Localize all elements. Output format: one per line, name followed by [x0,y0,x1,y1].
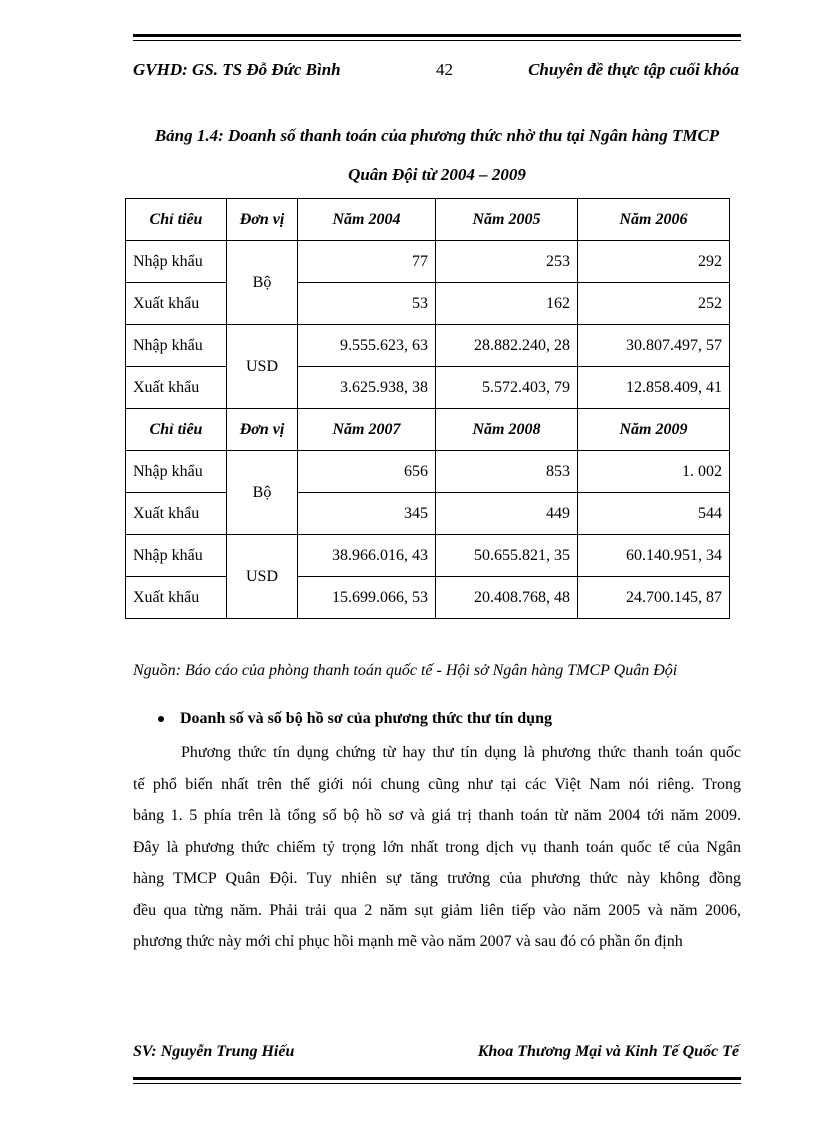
footer-rule-thin [133,1083,741,1084]
paragraph-line: hàng TMCP Quân Đội. Tuy nhiên sự tăng trưởng của phương thức này không đồng [133,870,741,887]
footer-student: SV: Nguyễn Trung Hiếu [133,1043,295,1060]
unit-cell: Bộ [227,451,298,535]
table-row [126,283,730,325]
row-label: Xuất khẩu [126,367,227,409]
source-note: Nguồn: Báo cáo của phòng thanh toán quốc tế - Hội sở Ngân hàng TMCP Quân Đội [133,662,678,679]
value-cell: 162 [436,283,578,325]
value-cell: 253 [436,241,578,283]
footer-rule-thick [133,1077,741,1080]
paragraph-line: Phương thức tín dụng chứng từ hay thư tín dụng là phương thức thanh toán quốc [181,744,741,761]
value-cell: 345 [298,493,436,535]
header-cell: Năm 2005 [436,199,578,241]
value-cell: 28.882.240, 28 [436,325,578,367]
header-cell: Năm 2008 [436,409,578,451]
header-cell: Năm 2009 [578,409,730,451]
value-cell: 53 [298,283,436,325]
table-header-row [126,409,730,451]
value-cell: 15.699.066, 53 [298,577,436,619]
value-cell: 544 [578,493,730,535]
row-label: Xuất khẩu [126,577,227,619]
unit-cell: USD [227,535,298,619]
value-cell: 50.655.821, 35 [436,535,578,577]
value-cell: 1. 002 [578,451,730,493]
header-supervisor: GVHD: GS. TS Đỗ Đức Bình [133,60,341,79]
section-heading-text: Doanh số và số bộ hồ sơ của phương thức thư tín dụng [180,710,552,727]
table-row [126,241,730,283]
paragraph-line: Đây là phương thức chiếm tỷ trọng lớn nhất trong dịch vụ thanh toán quốc tế của Ngân [133,838,741,856]
value-cell: 24.700.145, 87 [578,577,730,619]
value-cell: 30.807.497, 57 [578,325,730,367]
paragraph-line: đều qua từng năm. Phải trải qua 2 năm sụt giảm liên tiếp vào năm 2005 và năm 2006, [133,901,741,919]
unit-cell: USD [227,325,298,409]
value-cell: 5.572.403, 79 [436,367,578,409]
paragraph-line: tế phổ biến nhất trên thế giới nói chung cũng như tại các Việt Nam nói riêng. Trong [133,775,741,793]
page-number: 42 [436,60,453,79]
row-label: Nhập khẩu [126,241,227,283]
value-cell: 449 [436,493,578,535]
row-label: Nhập khẩu [126,451,227,493]
value-cell: 20.408.768, 48 [436,577,578,619]
header-cell: Năm 2006 [578,199,730,241]
table-caption [133,116,741,194]
value-cell: 3.625.938, 38 [298,367,436,409]
header-document-title: Chuyên đề thực tập cuối khóa [528,60,739,79]
header-cell: Chỉ tiêu [126,199,227,241]
value-cell: 292 [578,241,730,283]
value-cell: 9.555.623, 63 [298,325,436,367]
header-cell: Đơn vị [227,199,298,241]
header-cell: Chỉ tiêu [126,409,227,451]
paragraph-line: bảng 1. 5 phía trên là tổng số bộ hồ sơ và giá trị thanh toán từ năm 2004 tới năm 2009. [133,807,741,824]
value-cell: 12.858.409, 41 [578,367,730,409]
value-cell: 853 [436,451,578,493]
value-cell: 252 [578,283,730,325]
table-header-row [126,199,730,241]
table-row [126,493,730,535]
table-row [126,367,730,409]
header-cell: Năm 2007 [298,409,436,451]
value-cell: 38.966.016, 43 [298,535,436,577]
header-cell: Đơn vị [227,409,298,451]
unit-cell: Bộ [227,241,298,325]
body-paragraph [133,737,741,958]
value-cell: 77 [298,241,436,283]
value-cell: 60.140.951, 34 [578,535,730,577]
table-row [126,325,730,367]
value-cell: 656 [298,451,436,493]
footer-faculty: Khoa Thương Mại và Kinh Tế Quốc Tế [477,1043,739,1060]
table-row [126,535,730,577]
table-row [126,577,730,619]
row-label: Nhập khẩu [126,325,227,367]
caption-line-1: Bảng 1.4: Doanh số thanh toán của phương thức nhờ thu tại Ngân hàng TMCP [154,126,720,145]
table-row [126,451,730,493]
row-label: Xuất khẩu [126,493,227,535]
row-label: Xuất khẩu [126,283,227,325]
header-rule-thick [133,34,741,37]
collection-revenue-table [125,198,730,619]
section-heading [158,710,552,728]
paragraph-line: phương thức này mới chỉ phục hồi mạnh mẽ vào năm 2007 và sau đó có phần ổn định [133,933,683,950]
bullet-icon [158,716,164,722]
header-cell: Năm 2004 [298,199,436,241]
row-label: Nhập khẩu [126,535,227,577]
header-rule-thin [133,40,741,41]
caption-line-2: Quân Đội từ 2004 – 2009 [348,165,526,184]
